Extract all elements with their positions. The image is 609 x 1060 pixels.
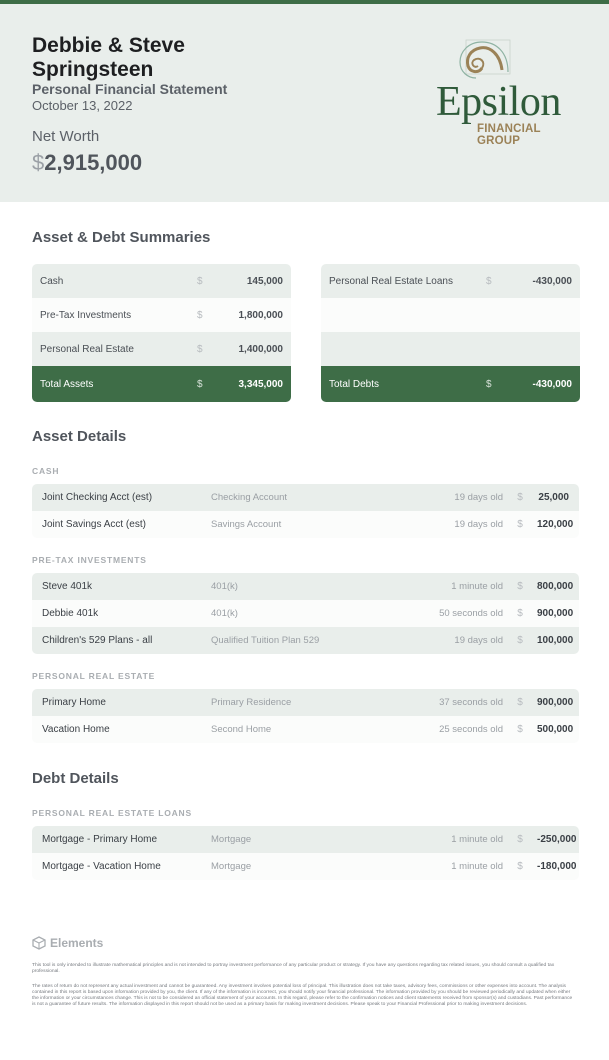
account-type: 401(k) bbox=[211, 608, 238, 619]
detail-row bbox=[32, 716, 579, 743]
detail-row bbox=[32, 484, 579, 511]
account-name: Primary Home bbox=[42, 697, 106, 708]
assets-summary-card bbox=[32, 264, 291, 402]
currency-symbol: $ bbox=[517, 834, 523, 845]
currency-symbol: $ bbox=[517, 724, 523, 735]
client-name: Debbie & Steve Springsteen bbox=[32, 34, 185, 81]
account-value: 120,000 bbox=[537, 519, 574, 530]
data-age: 1 minute old bbox=[451, 581, 503, 592]
net-worth-value bbox=[32, 150, 142, 176]
cube-logo-icon bbox=[32, 936, 46, 950]
detail-row bbox=[32, 600, 579, 627]
account-value: 500,000 bbox=[537, 724, 574, 735]
group-label-real-estate: PERSONAL REAL ESTATE bbox=[32, 671, 156, 681]
currency-symbol: $ bbox=[486, 275, 492, 287]
total-assets-label: Total Assets bbox=[40, 378, 94, 390]
detail-row bbox=[32, 826, 579, 853]
account-value: 800,000 bbox=[537, 581, 574, 592]
summary-value: 1,800,000 bbox=[238, 309, 283, 321]
group-label-cash: CASH bbox=[32, 466, 60, 476]
elements-brand: Elements bbox=[50, 936, 104, 950]
empty-summary-row bbox=[321, 332, 580, 366]
loan-type: Mortgage bbox=[211, 834, 252, 845]
loans-details-card bbox=[32, 826, 579, 880]
summary-row bbox=[32, 298, 291, 332]
currency-symbol: $ bbox=[197, 343, 203, 355]
detail-row bbox=[32, 573, 579, 600]
account-name: Joint Checking Acct (est) bbox=[42, 492, 153, 503]
disclaimer-paragraph-1: This tool is only intended to illustrate mathematical principles and is not intended to portray investment performance of any particular product or strategy. If you have any questions regarding tax related issues, you should consult a qualified tax professional. bbox=[32, 963, 555, 974]
currency-symbol: $ bbox=[197, 378, 203, 390]
account-value: 100,000 bbox=[537, 635, 574, 646]
detail-row bbox=[32, 511, 579, 538]
data-age: 50 seconds old bbox=[439, 608, 503, 619]
summary-value: 1,400,000 bbox=[238, 343, 283, 355]
data-age: 19 days old bbox=[454, 635, 503, 646]
debts-summary-card bbox=[321, 264, 580, 402]
currency-symbol: $ bbox=[486, 378, 492, 390]
account-value: 25,000 bbox=[538, 492, 569, 503]
loan-name: Mortgage - Primary Home bbox=[42, 834, 158, 845]
account-type: Savings Account bbox=[211, 519, 282, 530]
currency-symbol: $ bbox=[197, 309, 203, 321]
total-assets-row bbox=[32, 366, 291, 402]
account-name: Vacation Home bbox=[42, 724, 110, 735]
currency-symbol: $ bbox=[517, 492, 523, 503]
loan-value: -180,000 bbox=[537, 861, 577, 872]
summary-row bbox=[32, 332, 291, 366]
detail-row bbox=[32, 627, 579, 654]
statement-header bbox=[0, 4, 609, 202]
detail-row bbox=[32, 689, 579, 716]
summary-value: 145,000 bbox=[246, 275, 283, 287]
detail-row bbox=[32, 853, 579, 880]
group-label-loans: PERSONAL REAL ESTATE LOANS bbox=[32, 808, 192, 818]
pre-tax-details-card bbox=[32, 573, 579, 654]
summary-label: Personal Real Estate bbox=[40, 343, 134, 355]
loan-value: -250,000 bbox=[537, 834, 577, 845]
total-debts-row bbox=[321, 366, 580, 402]
account-value: 900,000 bbox=[537, 697, 574, 708]
epsilon-logo bbox=[430, 38, 585, 147]
data-age: 37 seconds old bbox=[439, 697, 503, 708]
net-worth-amount: 2,915,000 bbox=[44, 150, 143, 175]
currency-symbol: $ bbox=[517, 581, 523, 592]
logo-tagline: FINANCIAL GROUP bbox=[477, 123, 541, 147]
currency-symbol: $ bbox=[517, 635, 523, 646]
currency-symbol: $ bbox=[517, 519, 523, 530]
total-debts-label: Total Debts bbox=[329, 378, 380, 390]
debt-details-title: Debt Details bbox=[32, 770, 119, 787]
account-name: Debbie 401k bbox=[42, 608, 99, 619]
account-type: Primary Residence bbox=[211, 697, 292, 708]
currency-symbol: $ bbox=[32, 150, 45, 175]
net-worth-label: Net Worth bbox=[32, 128, 100, 145]
loan-name: Mortgage - Vacation Home bbox=[42, 861, 161, 872]
cash-details-card bbox=[32, 484, 579, 538]
data-age: 19 days old bbox=[454, 519, 503, 530]
total-debts-value: -430,000 bbox=[532, 378, 572, 390]
account-type: Second Home bbox=[211, 724, 272, 735]
elements-logo bbox=[32, 936, 103, 950]
summary-row bbox=[32, 264, 291, 298]
logo-wordmark: Epsilon bbox=[436, 79, 561, 125]
summaries-title: Asset & Debt Summaries bbox=[32, 229, 211, 246]
group-label-pre-tax: PRE-TAX INVESTMENTS bbox=[32, 555, 147, 565]
data-age: 1 minute old bbox=[451, 834, 503, 845]
statement-date: October 13, 2022 bbox=[32, 98, 133, 113]
account-value: 900,000 bbox=[537, 608, 574, 619]
account-type: 401(k) bbox=[211, 581, 238, 592]
data-age: 1 minute old bbox=[451, 861, 503, 872]
account-type: Qualified Tuition Plan 529 bbox=[211, 635, 320, 646]
loan-type: Mortgage bbox=[211, 861, 252, 872]
currency-symbol: $ bbox=[517, 608, 523, 619]
disclaimer-paragraph-2: The rates of return do not represent any actual investment and cannot be guaranteed. Any investment involves potential loss of principal. This illustration does not take taxes, advisory fees, commissions or other expenses into account. The analysis contained in this report is based upon information provided by you, the client. If any of the information is incorrect, you should notify your financial professional. The information provided by you should be reviewed periodically and updated when either the information or your circumstances change. This is not to be considered an official statement of your accounts. In this regard, please refer to the confirmation notices and client statements received from sponsor(s) and custodians. Past performance is not a guarantee of future results. The information displayed in this report should not be used as a primary basis for making investment decisions. Please speak to your Financial Professional prior to making investment decisions. bbox=[32, 984, 573, 1007]
currency-symbol: $ bbox=[517, 697, 523, 708]
real-estate-details-card bbox=[32, 689, 579, 743]
data-age: 25 seconds old bbox=[439, 724, 503, 735]
spiral-logo-icon bbox=[456, 38, 516, 84]
summary-label: Personal Real Estate Loans bbox=[329, 275, 453, 287]
summary-label: Cash bbox=[40, 275, 64, 287]
statement-subtitle: Personal Financial Statement bbox=[32, 81, 228, 97]
currency-symbol: $ bbox=[197, 275, 203, 287]
asset-details-title: Asset Details bbox=[32, 428, 127, 445]
account-name: Steve 401k bbox=[42, 581, 93, 592]
summary-label: Pre-Tax Investments bbox=[40, 309, 132, 321]
data-age: 19 days old bbox=[454, 492, 503, 503]
total-assets-value: 3,345,000 bbox=[238, 378, 283, 390]
summary-value: -430,000 bbox=[532, 275, 572, 287]
account-name: Children's 529 Plans - all bbox=[42, 635, 153, 646]
currency-symbol: $ bbox=[517, 861, 523, 872]
account-name: Joint Savings Acct (est) bbox=[42, 519, 146, 530]
empty-summary-row bbox=[321, 298, 580, 332]
account-type: Checking Account bbox=[211, 492, 288, 503]
summary-row bbox=[321, 264, 580, 298]
